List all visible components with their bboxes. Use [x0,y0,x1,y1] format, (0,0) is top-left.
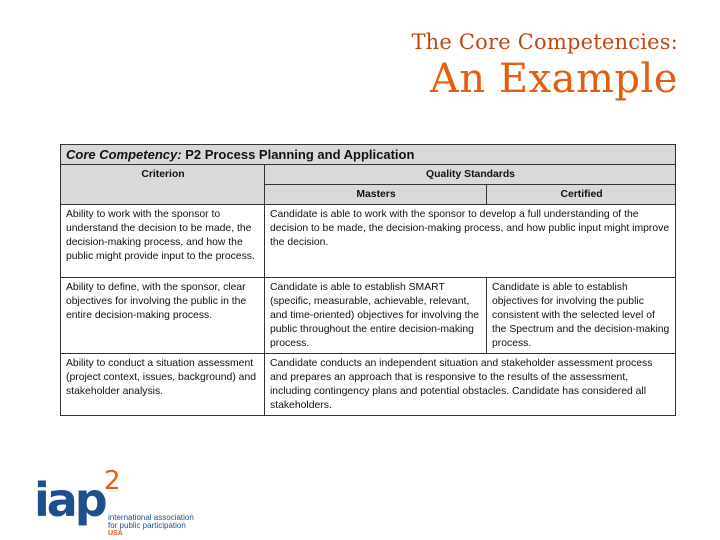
header-row-1 [61,165,676,185]
masters-cell: Candidate is able to establish SMART (specific, measurable, achievable, relevant, and time-oriented) objectives for involving the public throughout the entire decision-making process. [265,278,487,354]
logo-country: USA [108,530,123,537]
table-row [61,278,676,354]
header-criterion: Criterion [61,165,265,205]
header-certified: Certified [487,185,676,205]
table-title-prefix: Core Competency: [66,147,182,162]
standard-cell-merged: Candidate conducts an independent situation and stakeholder assessment process and prepares an approach that is responsive to the results of the assessment, including contingency plans and potential obstacles. Candidate has considered all stakeholders. [265,354,676,416]
slide-title-line2: An Example [430,56,678,102]
logo-superscript: 2 [104,466,121,496]
criterion-cell: Ability to work with the sponsor to understand the decision to be made, the decision-making process, and how the public might provide input to the process. [61,205,265,278]
table-row [61,205,676,278]
header-quality-standards: Quality Standards [265,165,676,185]
logo-text [108,514,194,538]
table-title-text: P2 Process Planning and Application [181,147,415,162]
table-title-cell [61,145,676,165]
table-row [61,354,676,416]
table-title-row [61,145,676,165]
logo-line1: international association [108,513,194,522]
slide-title-line1: The Core Competencies: [411,30,678,54]
certified-cell: Candidate is able to establish objectives for involving the public consistent with the selected level of the Spectrum and the decision-making process. [487,278,676,354]
competency-table [60,144,676,416]
iap2-logo [34,466,224,537]
standard-cell-merged: Candidate is able to work with the sponsor to develop a full understanding of the decision to be made, the decision-making process, and how public input might improve the decision. [265,205,676,278]
criterion-cell: Ability to define, with the sponsor, clear objectives for involving the public in the entire decision-making process. [61,278,265,354]
logo-line2: for public participation [108,521,186,530]
criterion-cell: Ability to conduct a situation assessment (project context, issues, background) and stakeholder analysis. [61,354,265,416]
logo-letters: iap [34,473,105,527]
header-masters: Masters [265,185,487,205]
